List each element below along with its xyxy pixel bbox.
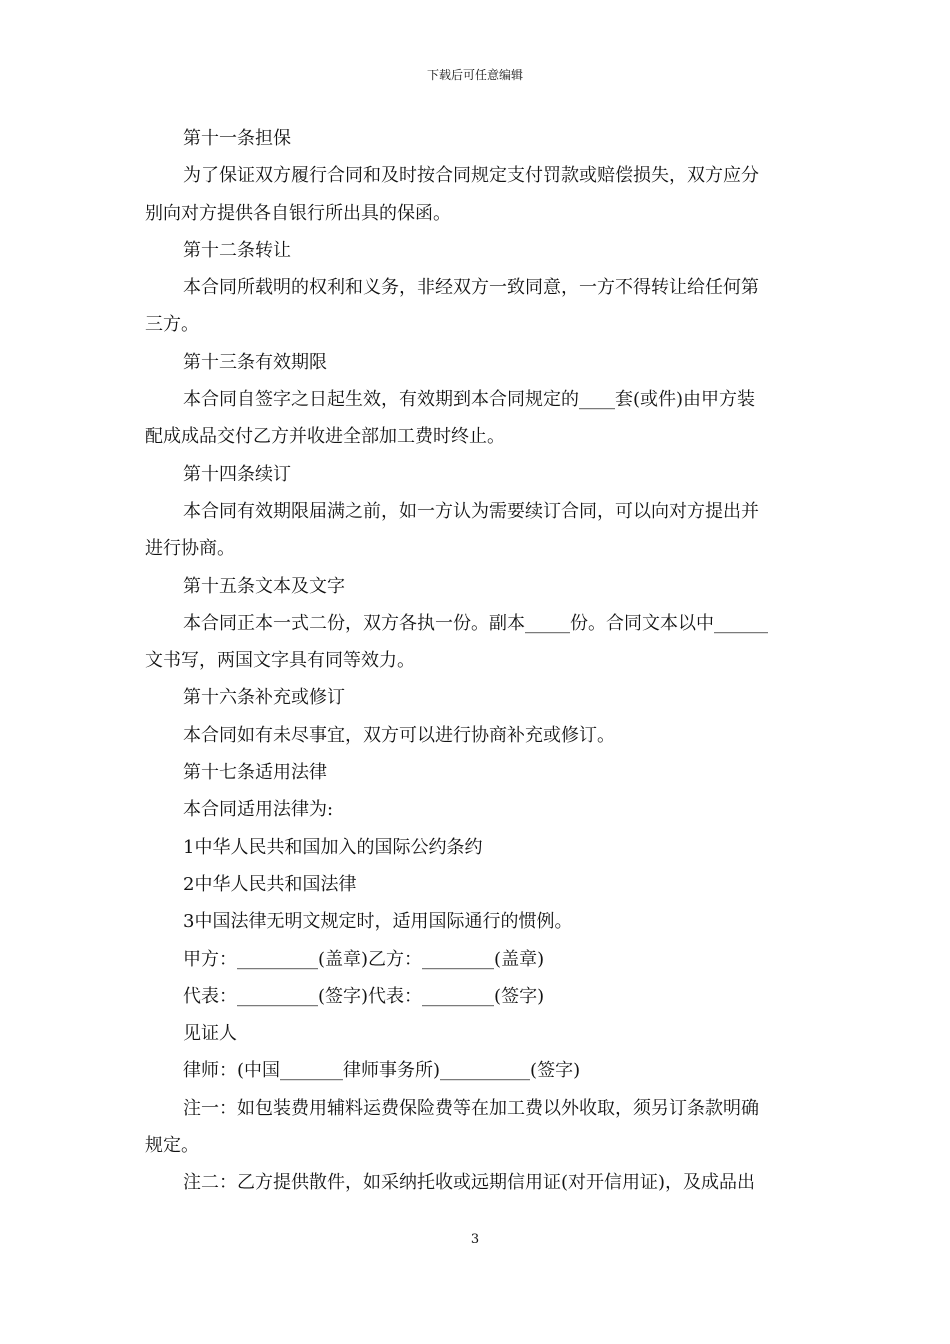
text-line: 配成成品交付乙方并收进全部加工费时终止。: [145, 426, 505, 448]
text-line: 2中华人民共和国法律: [183, 873, 357, 895]
text-line: 见证人: [183, 1023, 237, 1045]
text-line: 注二：乙方提供散件，如采纳托收或远期信用证(对开信用证)，及成品出: [183, 1172, 756, 1194]
text-line: 进行协商。: [145, 538, 235, 560]
text-line: 三方。: [145, 314, 199, 336]
text-line: 为了保证双方履行合同和及时按合同规定支付罚款或赔偿损失，双方应分: [183, 165, 759, 187]
text-line: 律师：(中国_______律师事务所)__________(签字): [183, 1060, 581, 1082]
text-line: 第十四条续订: [183, 463, 291, 485]
text-line: 1中华人民共和国加入的国际公约条约: [183, 836, 483, 858]
text-line: 3中国法律无明文规定时，适用国际通行的惯例。: [183, 911, 573, 933]
page-header: 下载后可任意编辑: [426, 68, 523, 82]
text-line: 第十六条补充或修订: [183, 687, 345, 709]
text-line: 第十二条转让: [183, 239, 291, 261]
text-line: 注一：如包装费用辅料运费保险费等在加工费以外收取，须另订条款明确: [183, 1097, 759, 1119]
text-line: 本合同所载明的权利和义务，非经双方一致同意，一方不得转让给任何第: [183, 277, 759, 299]
text-line: 规定。: [145, 1135, 199, 1157]
document-body: [145, 124, 810, 1206]
page-number: 3: [470, 1232, 480, 1247]
text-line: 第十一条担保: [183, 128, 291, 149]
text-line: 别向对方提供各自银行所出具的保函。: [145, 202, 451, 224]
text-line: 本合同适用法律为:: [183, 799, 334, 821]
text-line: 第十五条文本及文字: [183, 575, 345, 597]
text-line: 第十三条有效期限: [183, 351, 327, 373]
text-line: 代表：_________(签字)代表：________(签字): [183, 985, 545, 1007]
text-line: 本合同自签字之日起生效，有效期到本合同规定的____套(或件)由甲方装: [183, 389, 756, 411]
text-line: 本合同如有未尽事宜，双方可以进行协商补充或修订。: [183, 724, 615, 746]
text-line: 本合同正本一式二份，双方各执一份。副本_____份。合同文本以中______: [183, 612, 768, 634]
text-line: 本合同有效期限届满之前，如一方认为需要续订合同，可以向对方提出并: [183, 500, 759, 522]
text-line: 文书写，两国文字具有同等效力。: [145, 650, 415, 672]
text-line: 甲方：_________(盖章)乙方：________(盖章): [183, 948, 545, 970]
text-line: 第十七条适用法律: [183, 762, 327, 784]
